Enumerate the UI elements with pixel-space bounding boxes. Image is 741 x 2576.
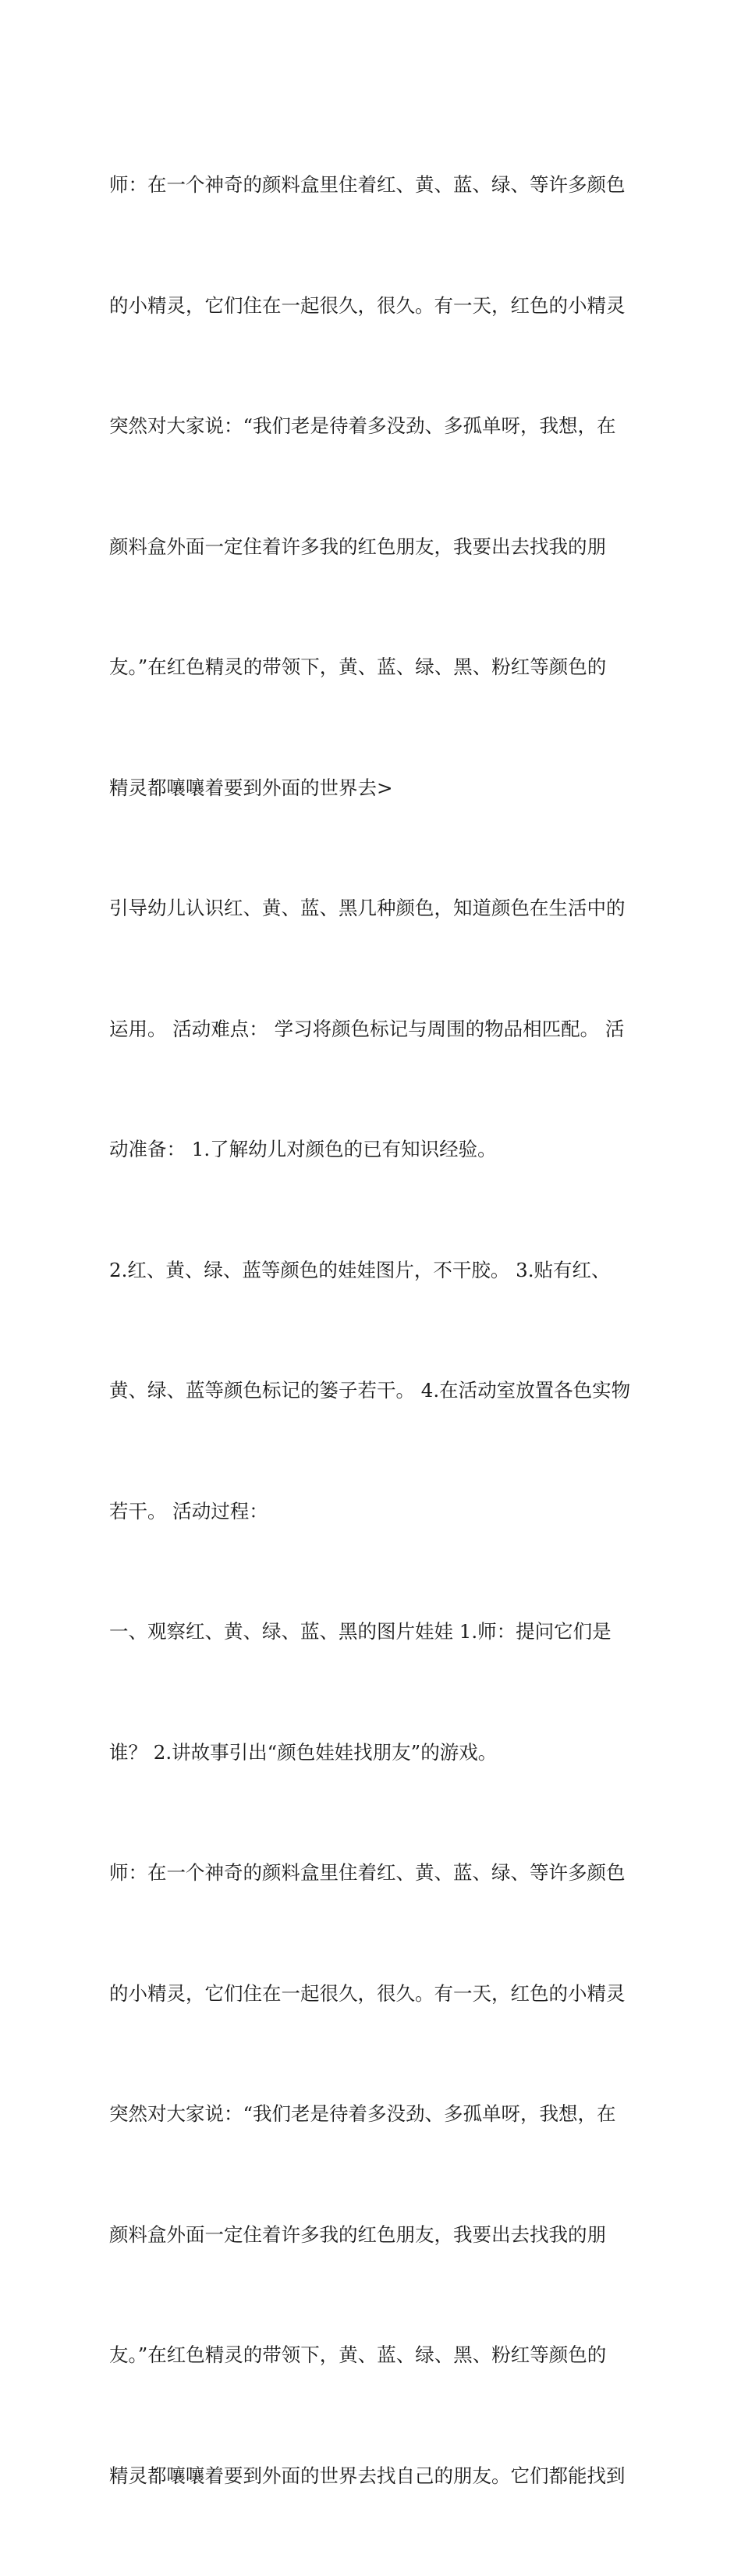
text-line: 精灵都嚷嚷着要到外面的世界去> bbox=[109, 776, 393, 799]
text-line: 谁？ 2.讲故事引出“颜色娃娃找朋友”的游戏。 bbox=[109, 1740, 498, 1764]
text-line: 引导幼儿认识红、黄、蓝、黑几种颜色，知道颜色在生活中的 bbox=[109, 897, 626, 919]
text-line: 若干。 活动过程： bbox=[109, 1499, 268, 1523]
text-line: 运用。 活动难点： 学习将颜色标记与周围的物品相匹配。 活 bbox=[109, 1017, 625, 1040]
text-line: 精灵都嚷嚷着要到外面的世界去找自己的朋友。它们都能找到 bbox=[109, 2464, 626, 2487]
text-line: 动准备： 1.了解幼儿对颜色的已有知识经验。 bbox=[109, 1138, 497, 1160]
text-line: 突然对大家说：“我们老是待着多没劲、多孤单呀，我想，在 bbox=[109, 414, 616, 437]
text-line: 师：在一个神奇的颜料盒里住着红、黄、蓝、绿、等许多颜色 bbox=[109, 173, 626, 196]
text-line: 友。”在红色精灵的带领下，黄、蓝、绿、黑、粉红等颜色的 bbox=[109, 656, 607, 678]
text-line: 颜料盒外面一定住着许多我的红色朋友，我要出去找我的朋 bbox=[109, 535, 606, 558]
text-line: 师：在一个神奇的颜料盒里住着红、黄、蓝、绿、等许多颜色 bbox=[109, 1861, 626, 1884]
text-line: 颜料盒外面一定住着许多我的红色朋友，我要出去找我的朋 bbox=[109, 2222, 606, 2246]
text-line: 一、观察红、黄、绿、蓝、黑的图片娃娃 1.师：提问它们是 bbox=[109, 1620, 612, 1643]
text-line: 突然对大家说：“我们老是待着多没劲、多孤单呀，我想，在 bbox=[109, 2102, 616, 2125]
text-line: 友。”在红色精灵的带领下，黄、蓝、绿、黑、粉红等颜色的 bbox=[109, 2343, 607, 2366]
text-line: 黄、绿、蓝等颜色标记的篓子若干。 4.在活动室放置各色实物 bbox=[109, 1379, 631, 1402]
text-line: 的小精灵，它们住在一起很久，很久。有一天，红色的小精灵 bbox=[109, 293, 626, 317]
text-line: 的小精灵，它们住在一起很久，很久。有一天，红色的小精灵 bbox=[109, 1981, 626, 2005]
document-body bbox=[109, 84, 647, 2576]
text-line: 2.红、黄、绿、蓝等颜色的娃娃图片，不干胶。 3.贴有红、 bbox=[109, 1258, 611, 1281]
